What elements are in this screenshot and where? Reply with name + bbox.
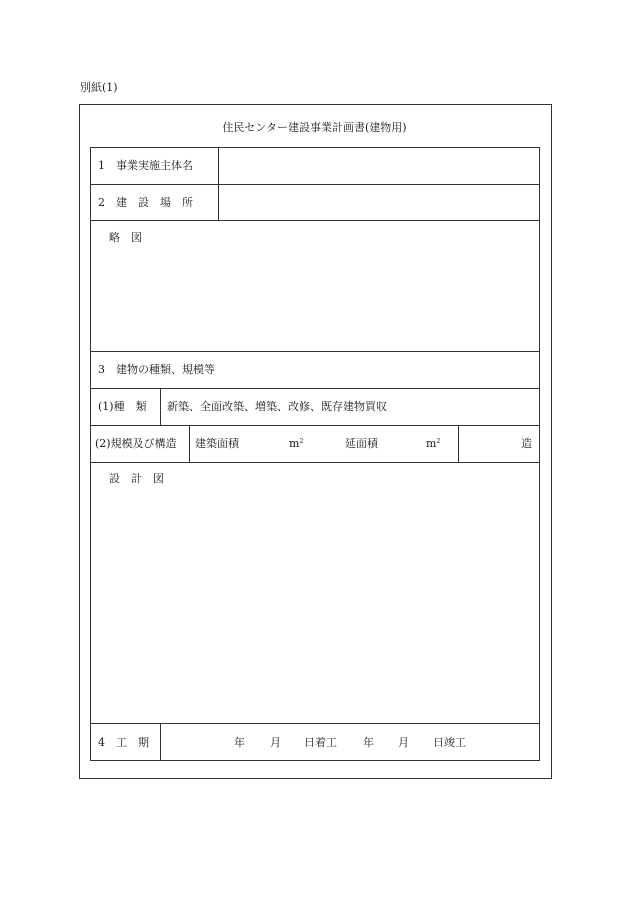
label-column-divider bbox=[160, 723, 161, 761]
label-column-divider bbox=[189, 425, 190, 462]
row-divider bbox=[90, 462, 540, 463]
end-month: 月 bbox=[398, 736, 409, 749]
structure-column-divider bbox=[458, 425, 459, 462]
kind-options[interactable]: 新築、全面改築、増築、改修、既存建物買収 bbox=[167, 400, 387, 413]
design-area[interactable] bbox=[92, 490, 538, 720]
row-divider bbox=[90, 220, 540, 221]
row-divider bbox=[90, 388, 540, 389]
type-scale-label: 3 建物の種類、規模等 bbox=[98, 363, 215, 376]
building-area-unit: $m^2$ bbox=[289, 437, 304, 450]
design-label: 設 計 図 bbox=[109, 472, 164, 485]
form-title: 住民センター建設事業計画書(建物用) bbox=[222, 121, 407, 134]
floor-area-label: 延面積 bbox=[345, 437, 378, 450]
start-month: 月 bbox=[270, 736, 281, 749]
building-area-label: 建築面積 bbox=[195, 437, 239, 450]
annex-label: 別紙(1) bbox=[80, 81, 118, 94]
floor-area-unit: $m^2$ bbox=[426, 437, 441, 450]
entity-label: 1 事業実施主体名 bbox=[98, 159, 193, 172]
start-year: 年 bbox=[234, 736, 245, 749]
start-day: 日着工 bbox=[304, 736, 337, 749]
label-column-divider bbox=[160, 388, 161, 425]
kind-label: (1)種 類 bbox=[98, 400, 147, 413]
structure-suffix: 造 bbox=[521, 437, 532, 450]
structure-label: (2)規模及び構造 bbox=[95, 437, 177, 450]
end-day: 日竣工 bbox=[433, 736, 466, 749]
label-column-divider bbox=[218, 147, 219, 220]
location-label: 2 建 設 場 所 bbox=[98, 196, 193, 209]
row-divider bbox=[90, 184, 540, 185]
row-divider bbox=[90, 425, 540, 426]
row-divider bbox=[90, 351, 540, 352]
sketch-area[interactable] bbox=[92, 248, 538, 348]
period-label: 4 工 期 bbox=[98, 736, 149, 749]
row-divider bbox=[90, 723, 540, 724]
sketch-label: 略 図 bbox=[109, 231, 142, 244]
end-year: 年 bbox=[363, 736, 374, 749]
